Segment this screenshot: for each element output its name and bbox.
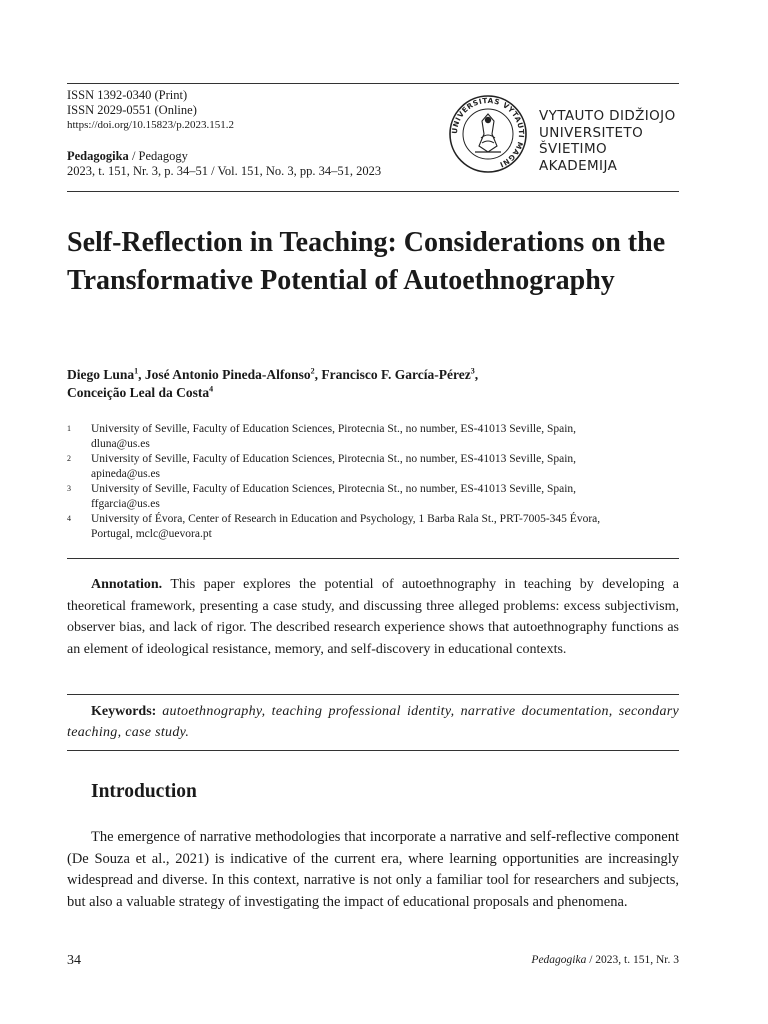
- doi-link[interactable]: https://doi.org/10.15823/p.2023.151.2: [67, 119, 234, 131]
- volume-line: 2023, t. 151, Nr. 3, p. 34–51 / Vol. 151, No. 3, pp. 34–51, 2023: [67, 164, 382, 178]
- university-line-1: VYTAUTO DIDŽIOJO: [539, 108, 676, 124]
- author-2: José Antonio Pineda-Alfonso$^2$,: [144, 366, 322, 382]
- section-heading-introduction: Introduction: [91, 781, 197, 802]
- affiliation-number: 4: [67, 514, 71, 523]
- affiliation-list: [67, 422, 679, 542]
- keywords-label: Keywords:: [91, 704, 157, 719]
- journal-info: [67, 88, 381, 179]
- running-footer: [531, 954, 679, 966]
- annotation-paragraph: [67, 574, 679, 660]
- affiliation-text: University of Seville, Faculty of Education Sciences, Pirotecnia St., no number, ES-41013 Seville, Spain,: [91, 423, 577, 435]
- journal-title-line: [67, 149, 381, 164]
- author-1: Diego Luna$^1$,: [67, 366, 145, 382]
- footer-journal-name: Pedagogika: [531, 954, 587, 966]
- header-top-rule: [67, 83, 679, 84]
- journal-name-en: / Pedagogy: [128, 149, 188, 163]
- affiliation-text: University of Seville, Faculty of Education Sciences, Pirotecnia St., no number, ES-41013 Seville, Spain,: [91, 483, 577, 495]
- page-number: 34: [67, 953, 81, 968]
- seal-text: UNIVERSITAS VYTAUTI MAGNI: [449, 95, 527, 170]
- journal-header: [67, 88, 679, 188]
- affiliation-email[interactable]: Portugal, mclc@uevora.pt: [91, 528, 212, 540]
- affiliation-email[interactable]: ffgarcia@us.es: [91, 498, 160, 510]
- author-3: Francisco F. García-Pérez$^3$,: [321, 366, 479, 382]
- affiliation-item: [67, 482, 679, 512]
- author-4: Conceição Leal da Costa$^4$: [67, 384, 214, 400]
- affiliation-item: [67, 452, 679, 482]
- university-line-4: AKADEMIJA: [539, 157, 618, 174]
- footer-issue: / 2023, t. 151, Nr. 3: [586, 954, 679, 966]
- university-seal-icon: [448, 94, 528, 174]
- keywords-bottom-rule: [67, 750, 679, 751]
- affiliation-text: University of Évora, Center of Research in Education and Psychology, 1 Barba Rala St., PRT-7005-345 Évora,: [91, 513, 601, 525]
- annotation-label: Annotation.: [91, 577, 163, 592]
- annotation-text: This paper explores the potential of autoethnography in teaching by developing a theoretical framework, presenting a case study, and discussing three alleged problems: excess subjectivism, observer bias, and lack of rigor. The described research experience shows that autoethnography functions as an element of ideological resistance, memory, and self-discovery in educational contexts.: [67, 577, 679, 657]
- affiliation-bottom-rule: [67, 558, 679, 559]
- affiliation-number: 3: [67, 484, 71, 493]
- university-name: [539, 108, 676, 174]
- affiliation-text: University of Seville, Faculty of Education Sciences, Pirotecnia St., no number, ES-41013 Seville, Spain,: [91, 453, 577, 465]
- affiliation-number: 2: [67, 454, 71, 463]
- header-bottom-rule: [67, 191, 679, 192]
- author-list: [67, 366, 679, 402]
- issn-online: ISSN 2029-0551 (Online): [67, 103, 197, 117]
- affiliation-email[interactable]: dluna@us.es: [91, 438, 150, 450]
- university-line-3: ŠVIETIMO: [539, 141, 608, 157]
- university-line-2: UNIVERSITETO: [539, 124, 644, 141]
- affiliation-email[interactable]: apineda@us.es: [91, 468, 161, 480]
- affiliation-item: [67, 512, 679, 542]
- paper-title: Self-Reflection in Teaching: Considerations on the Transformative Potential of Autoethnography: [67, 227, 666, 296]
- keywords-top-rule: [67, 694, 679, 695]
- affiliation-item: [67, 422, 679, 452]
- introduction-paragraph: The emergence of narrative methodologies that incorporate a narrative and self-reflective component (De Souza et al., 2021) is indicative of the current era, where learning opportunities are increasingly widespread and diverse. In this context, narrative is not only a familiar tool for researchers and subjects, but also a valuable strategy of investigating the impact of educational proposals and phenomena.: [67, 829, 679, 910]
- issn-print: ISSN 1392-0340 (Print): [67, 88, 188, 102]
- keywords-paragraph: [67, 701, 679, 743]
- journal-name: Pedagogika: [67, 149, 129, 163]
- affiliation-number: 1: [67, 424, 71, 433]
- keywords-text: autoethnography, teaching professional identity, narrative documentation, secondary teaching, case study.: [67, 704, 680, 740]
